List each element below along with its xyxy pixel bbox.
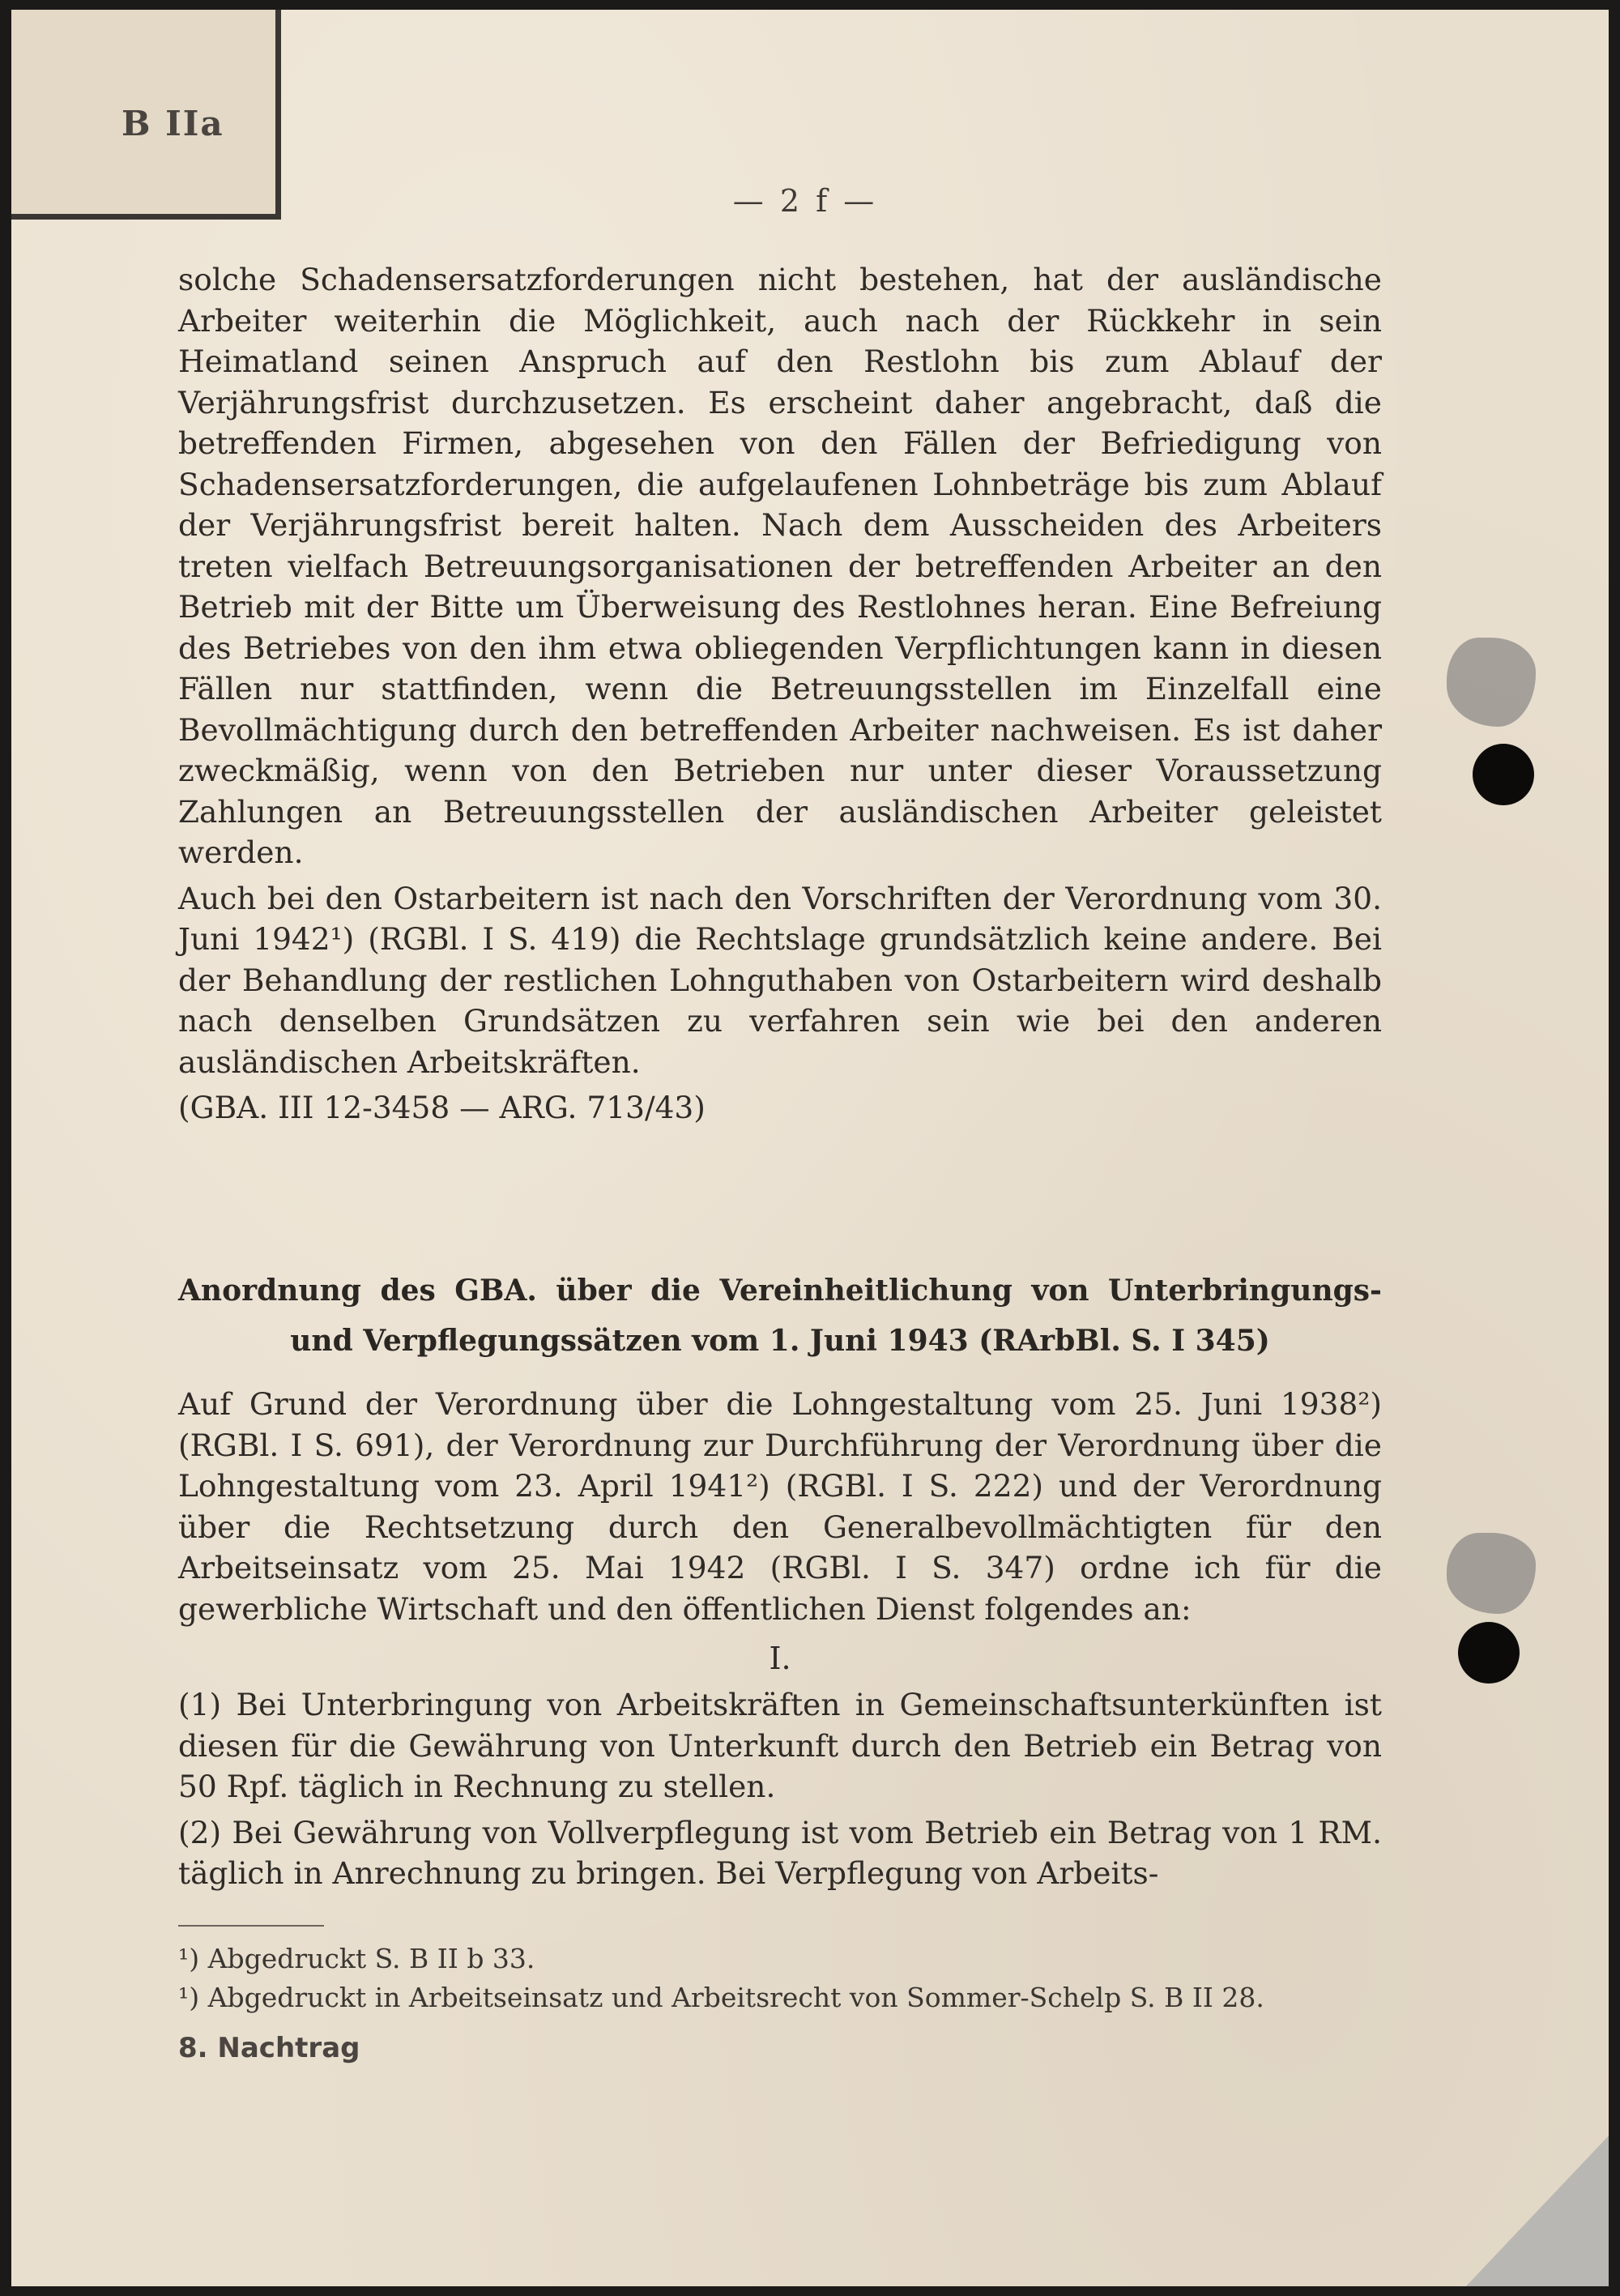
footnote-divider <box>178 1925 324 1927</box>
body-paragraph-1: solche Schadensersatzforderungen nicht bestehen, hat der ausländische Arbeiter weiterhin die Möglichkeit, auch nach der Rückkehr in sein Heimatland seinen Anspruch auf den Restlohn bis zum Ablauf der Verjährungsfrist durchzusetzen. Es erscheint daher angebracht, daß die betreffenden Firmen, abgesehen von den Fällen der Befriedigung von Schadensersatzforderungen, die aufgelaufenen Lohnbeträge bis zum Ablauf der Verjährungsfrist bereit halten. Nach dem Ausscheiden des Arbeiters treten vielfach Betreuungsorganisationen der betreffenden Arbeiter an den Betrieb mit der Bitte um Überweisung des Restlohnes heran. Eine Befreiung des Betriebes von den ihm etwa obliegenden Verpflichtungen kann in diesen Fällen nur stattfinden, wenn die Betreuungsstellen im Einzelfall eine Bevollmächtigung durch den betreffenden Arbeiter nachweisen. Es ist daher zweckmäßig, wenn von den Betrieben nur unter dieser Voraussetzung Zahlungen an Betreuungsstellen der ausländischen Arbeiter geleistet werden. <box>178 262 1382 870</box>
section-code: B IIa <box>122 104 224 143</box>
torn-corner <box>1464 2134 1609 2286</box>
supplement-label: 8. Nachtrag <box>178 2031 360 2064</box>
footnote-text: Abgedruckt in Arbeitseinsatz und Arbeitsrecht von Sommer-Schelp S. B II 28. <box>207 1981 1264 2013</box>
paper-stain <box>1447 638 1536 727</box>
paper-stain <box>1447 1533 1536 1614</box>
page-content <box>178 259 1382 2064</box>
section-code-box <box>11 10 281 220</box>
ordinance-heading-line-2: und Verpflegungssätzen vom 1. Juni 1943 (RArbBl. S. I 345) <box>290 1324 1270 1358</box>
ordinance-heading-line-1: Anordnung des GBA. über die Vereinheitlichung von Unterbringungs- <box>178 1274 1382 1308</box>
ordinance-heading <box>178 1265 1382 1366</box>
clause-1: (1) Bei Unterbringung von Arbeitskräften in Gemeinschaftsunterkünften ist diesen für die Gewährung von Unterkunft durch den Betrieb ein Betrag von 50 Rpf. täglich in Rechnung zu stellen. <box>178 1687 1382 1804</box>
footnote-2 <box>178 1978 1382 2017</box>
footnote-marker: ¹) <box>178 1981 200 2013</box>
clause-2: (2) Bei Gewährung von Vollverpflegung ist vom Betrieb ein Betrag von 1 RM. täglich in Anrechnung zu bringen. Bei Verpflegung von Arbeits- <box>178 1814 1382 1891</box>
punch-hole <box>1458 1622 1520 1684</box>
section-numeral: I. <box>769 1641 791 1676</box>
document-page <box>11 10 1609 2286</box>
ordinance-intro: Auf Grund der Verordnung über die Lohngestaltung vom 25. Juni 1938²) (RGBl. I S. 691), der Verordnung zur Durchführung der Verordnung über die Lohngestaltung vom 23. April 1941²) (RGBl. I S. 222) und der Verordnung über die Rechtsetzung durch den Generalbevollmächtigten für den Arbeitseinsatz vom 25. Mai 1942 (RGBl. I S. 347) ordne ich für die gewerbliche Wirtschaft und den öffentlichen Dienst folgendes an: <box>178 1386 1382 1627</box>
reference-note: (GBA. III 12-3458 — ARG. 713/43) <box>178 1090 706 1125</box>
body-paragraph-2: Auch bei den Ostarbeitern ist nach den Vorschriften der Verordnung vom 30. Juni 1942¹) (RGBl. I S. 419) die Rechtslage grundsätzlich keine andere. Bei der Behandlung der restlichen Lohnguthaben von Ostarbeitern wird deshalb nach denselben Grundsätzen zu verfahren sein wie bei den anderen ausländischen Arbeitskräften. <box>178 880 1382 1080</box>
punch-hole <box>1473 744 1534 805</box>
footnote-text: Abgedruckt S. B II b 33. <box>207 1942 535 1974</box>
footnote-1 <box>178 1940 1382 1978</box>
footnote-marker: ¹) <box>178 1942 200 1974</box>
page-number: — 2 f — <box>732 183 878 219</box>
